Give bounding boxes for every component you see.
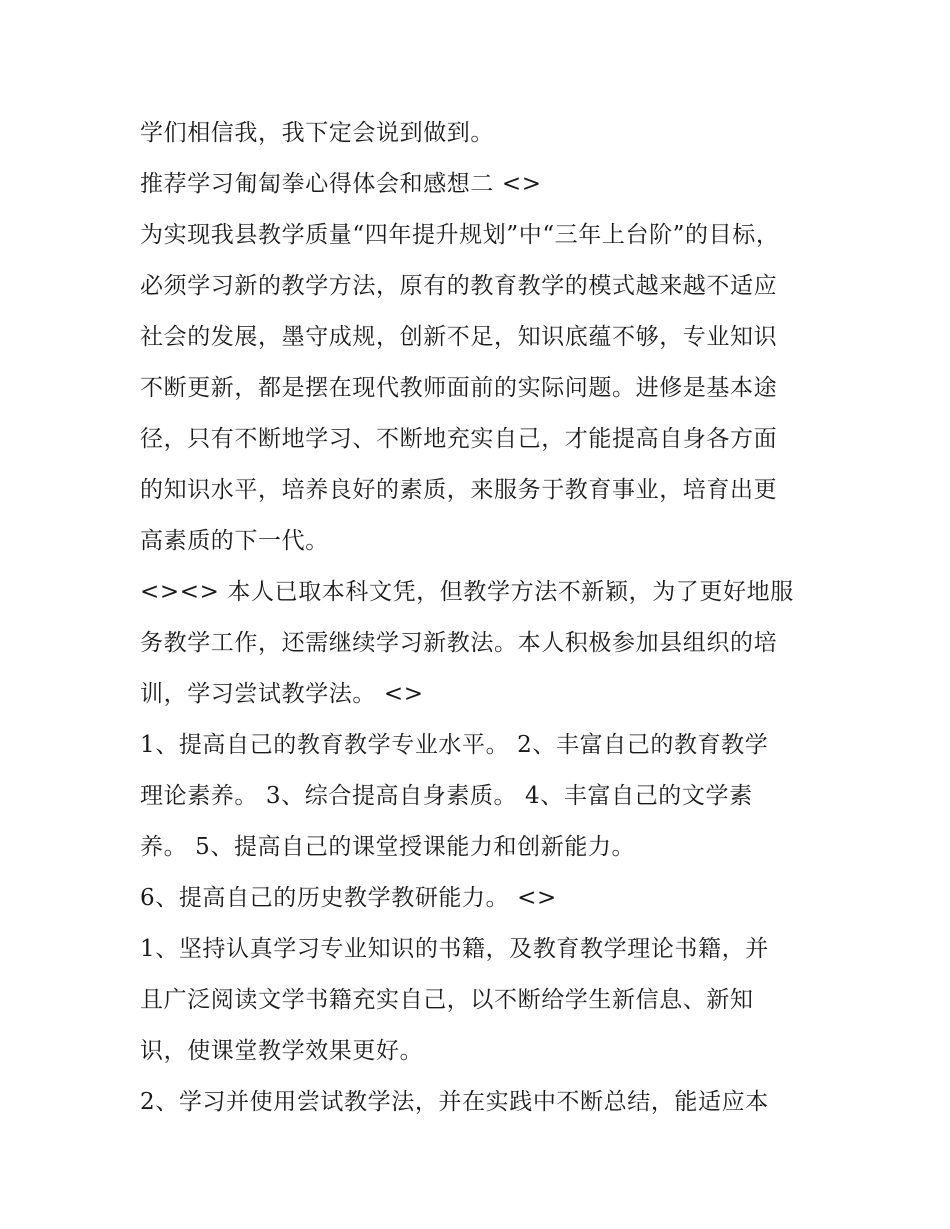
text-line: 务教学工作，还需继续学习新教法。本人积极参加县组织的培 — [140, 630, 778, 656]
text-line: 高素质的下一代。 — [140, 528, 329, 554]
list-line: 理论素养。 3、综合提高自身素质。 4、丰富自己的文学素 — [140, 783, 753, 809]
list-line: 1、坚持认真学习专业知识的书籍，及教育教学理论书籍，并 — [140, 936, 769, 962]
list-line: 养。 5、提高自己的课堂授课能力和创新能力。 — [140, 834, 636, 860]
text-line: <><> 本人已取本科文凭，但教学方法不新颖，为了更好地服 — [140, 579, 794, 605]
list-line: 2、学习并使用尝试教学法，并在实践中不断总结，能适应本 — [140, 1089, 769, 1115]
text-line: 的知识水平，培养良好的素质，来服务于教育事业，培育出更 — [140, 477, 778, 503]
text-line: 训，学习尝试教学法。 <> — [140, 681, 424, 707]
list-line: 6、提高自己的历史教学教研能力。 <> — [140, 885, 557, 911]
text-line: 必须学习新的教学方法，原有的教育教学的模式越来越不适应 — [140, 273, 778, 299]
text-line: 为实现我县教学质量“四年提升规划”中“三年上台阶”的目标， — [140, 222, 780, 248]
text-line: 径，只有不断地学习、不断地充实自己，才能提高自身各方面 — [140, 426, 778, 452]
section-heading: 推荐学习匍匐拳心得体会和感想二 <> — [140, 171, 542, 197]
text-line: 学们相信我，我下定会说到做到。 — [140, 120, 494, 146]
list-line: 且广泛阅读文学书籍充实自己，以不断给学生新信息、新知 — [140, 987, 754, 1013]
text-line: 不断更新，都是摆在现代教师面前的实际问题。进修是基本途 — [140, 375, 778, 401]
list-line: 1、提高自己的教育教学专业水平。 2、丰富自己的教育教学 — [140, 732, 769, 758]
text-line: 社会的发展，墨守成规，创新不足，知识底蕴不够，专业知识 — [140, 324, 778, 350]
list-line: 识，使课堂教学效果更好。 — [140, 1038, 424, 1064]
document-body — [140, 108, 820, 1128]
